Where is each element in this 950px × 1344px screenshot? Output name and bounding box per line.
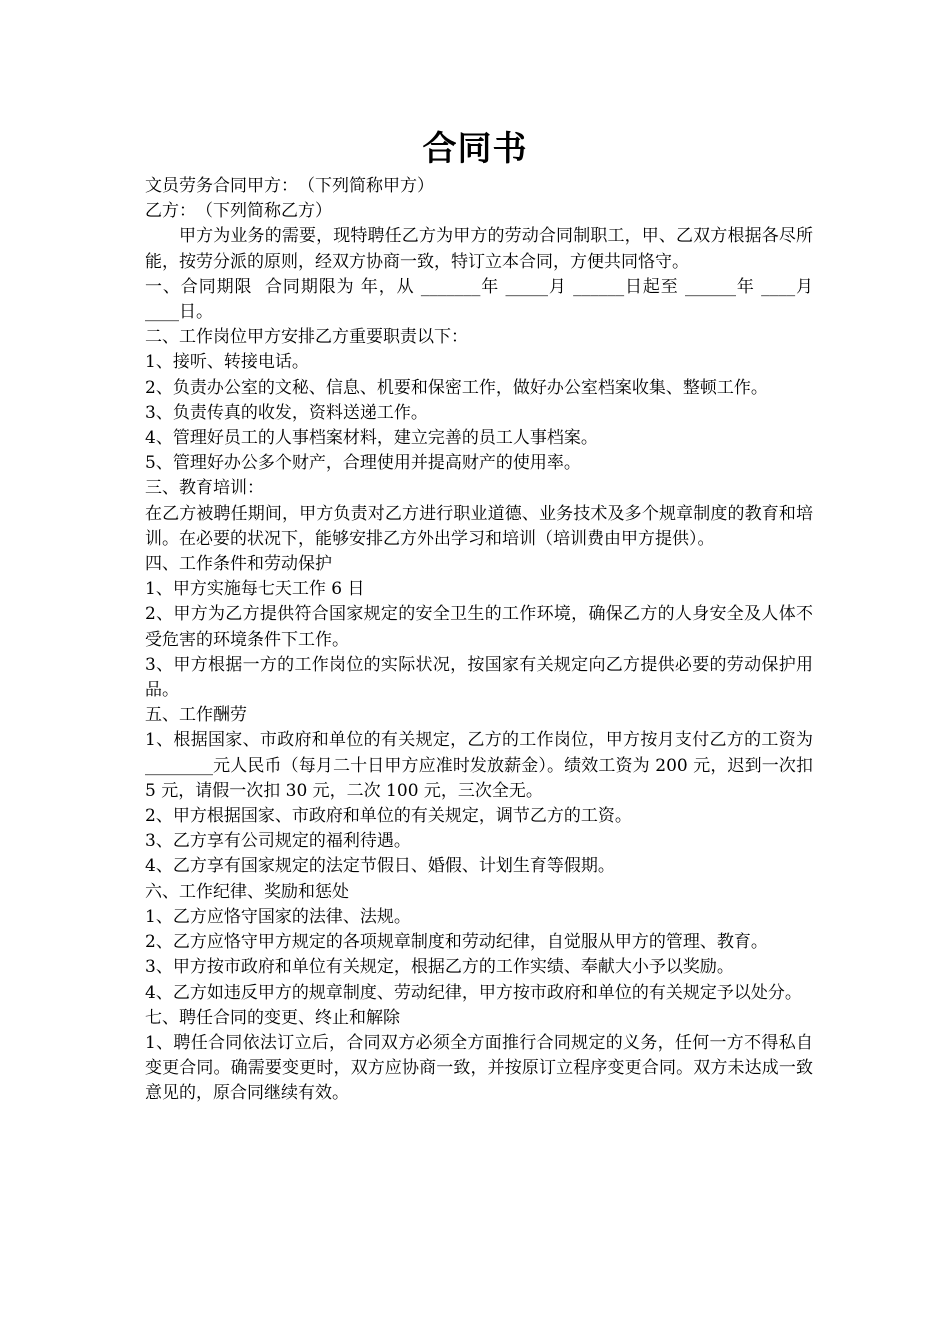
section-4-item-1: 1、甲方实施每七天工作 6 日	[145, 579, 365, 600]
section-4-item-2: 2、甲方为乙方提供符合国家规定的安全卫生的工作环境，确保乙方的人身安全及人体不受危害的环境条件下工作。	[145, 604, 813, 650]
section-5-item-3: 3、乙方享有公司规定的福利待遇。	[145, 831, 411, 852]
section-2-item-3: 3、负责传真的收发，资料送递工作。	[145, 402, 428, 423]
document-body	[145, 174, 819, 1107]
document-title: 合同书	[422, 129, 528, 169]
section-4-item-3: 3、甲方根据一方的工作岗位的实际状况，按国家有关规定向乙方提供必要的劳动保护用品。	[145, 654, 813, 701]
section-6-item-2: 2、乙方应恪守甲方规定的各项规章制度和劳动纪律，自觉服从甲方的管理、教育。	[145, 932, 768, 953]
section-5-item-1: 1、根据国家、市政府和单位的有关规定，乙方的工作岗位，甲方按月支付乙方的工资为________元人民币（每月二十日甲方应准时发放薪金）。绩效工资为 200 元，迟到一次扣 5 元，请假一次扣 30 元，二次 100 元，三次全无。	[145, 730, 819, 801]
section-7-heading: 七、聘任合同的变更、终止和解除	[145, 1007, 400, 1028]
section-2-item-1: 1、接听、转接电话。	[145, 352, 309, 373]
section-6-item-3: 3、甲方按市政府和单位有关规定，根据乙方的工作实绩、奉献大小予以奖励。	[145, 957, 734, 978]
section-5-item-2: 2、甲方根据国家、市政府和单位的有关规定，调节乙方的工资。	[145, 806, 632, 827]
section-2-heading: 二、工作岗位甲方安排乙方重要职责以下：	[145, 327, 468, 348]
section-2-item-2: 2、负责办公室的文秘、信息、机要和保密工作，做好办公室档案收集、整顿工作。	[145, 377, 768, 398]
section-5-heading: 五、工作酬劳	[145, 705, 247, 726]
section-6-heading: 六、工作纪律、奖励和惩处	[145, 881, 349, 902]
section-7-item-1: 1、聘任合同依法订立后，合同双方必须全方面推行合同规定的义务，任何一方不得私自变更合同。确需要变更时，双方应协商一致，并按原订立程序变更合同。双方未达成一致意见的，原合同继续有效。	[145, 1032, 813, 1104]
section-4-heading: 四、工作条件和劳动保护	[145, 554, 332, 575]
party-a-line: 文员劳务合同甲方： （下列简称甲方）	[145, 176, 434, 196]
preamble-paragraph: 甲方为业务的需要，现特聘任乙方为甲方的劳动合同制职工，甲、乙双方根据各尽所能，按劳分派的原则，经双方协商一致，特订立本合同，方便共同恪守。	[145, 226, 813, 272]
section-2-item-5: 5、管理好办公多个财产，合理使用并提高财产的使用率。	[145, 453, 581, 474]
section-5-item-4: 4、乙方享有国家规定的法定节假日、婚假、计划生育等假期。	[145, 856, 615, 877]
section-2-item-4: 4、管理好员工的人事档案材料，建立完善的员工人事档案。	[145, 428, 598, 449]
section-6-item-4: 4、乙方如违反甲方的规章制度、劳动纪律，甲方按市政府和单位的有关规定予以处分。	[145, 982, 802, 1003]
section-1-term: 一、合同期限 合同期限为 年，从 _______年 _____月 ______日起至 ______年 ____月 ____日。	[145, 276, 819, 323]
section-3-heading: 三、教育培训：	[145, 478, 264, 499]
party-b-line: 乙方： （下列简称乙方）	[145, 201, 332, 222]
section-6-item-1: 1、乙方应恪守国家的法律、法规。	[145, 906, 411, 927]
section-3-paragraph: 在乙方被聘任期间，甲方负责对乙方进行职业道德、业务技术及多个规章制度的教育和培训。在必要的状况下，能够安排乙方外出学习和培训（培训费由甲方提供）。	[145, 503, 813, 549]
